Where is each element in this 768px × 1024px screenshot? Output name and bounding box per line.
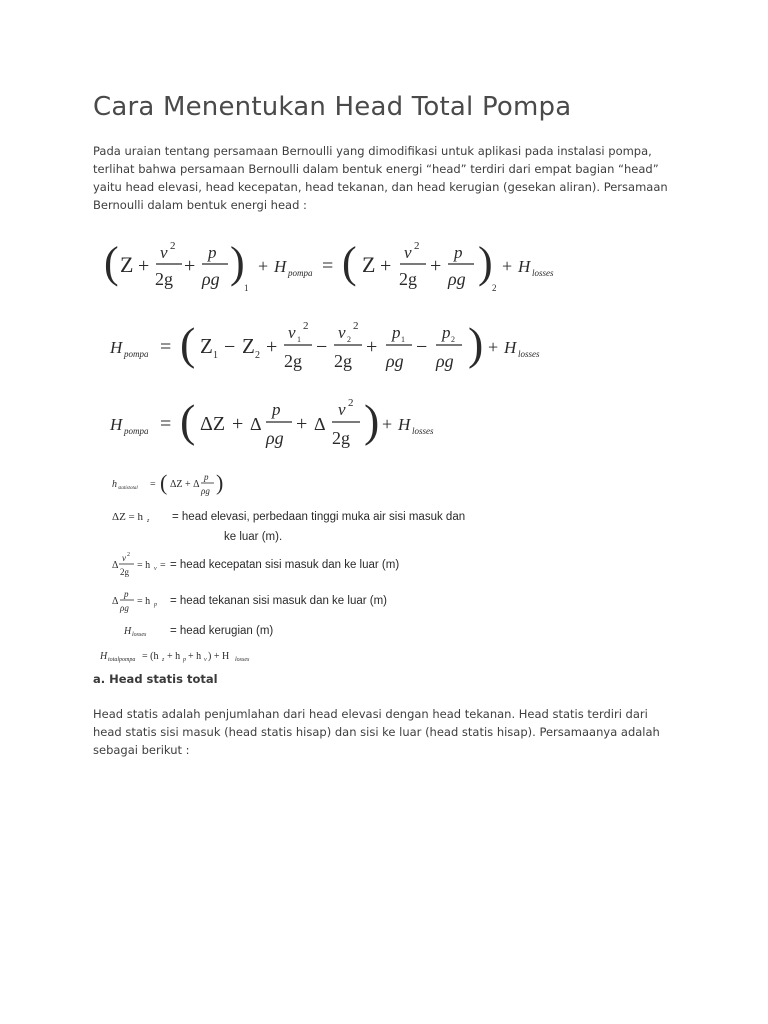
svg-text:+: + — [232, 413, 244, 435]
svg-text:statistotal: statistotal — [118, 486, 138, 491]
svg-text:p: p — [183, 657, 186, 663]
svg-text:H: H — [398, 415, 411, 434]
svg-text:−: − — [224, 336, 236, 358]
svg-text:+ h: + h — [167, 651, 181, 662]
svg-text:totalpompa: totalpompa — [108, 657, 136, 663]
svg-text:ρg: ρg — [436, 351, 454, 371]
svg-text:(: ( — [342, 238, 357, 287]
svg-text:+: + — [366, 336, 378, 358]
definition-tekanan-text: = head tekanan sisi masuk dan ke luar (m) — [170, 595, 388, 607]
svg-text:Δ: Δ — [250, 414, 262, 434]
svg-text:+: + — [488, 337, 499, 357]
svg-text:2g: 2g — [155, 269, 173, 289]
svg-text:+: + — [502, 256, 513, 276]
svg-text:−: − — [416, 336, 428, 358]
svg-text:2g: 2g — [399, 269, 417, 289]
svg-text:ρg: ρg — [202, 269, 220, 289]
svg-text:2: 2 — [348, 397, 354, 409]
svg-text:(: ( — [180, 318, 196, 369]
svg-text:2: 2 — [303, 320, 309, 332]
svg-text:p: p — [442, 323, 451, 342]
svg-text:= h: = h — [137, 596, 151, 607]
svg-text:1: 1 — [297, 335, 301, 344]
svg-text:2: 2 — [414, 240, 420, 252]
svg-text:+: + — [184, 255, 196, 277]
svg-text:1: 1 — [401, 335, 405, 344]
definition-tekanan — [112, 589, 387, 613]
svg-text:z: z — [162, 657, 165, 663]
svg-text:2: 2 — [347, 335, 351, 344]
svg-text:pompa: pompa — [124, 349, 149, 359]
equation-1 — [104, 238, 554, 293]
svg-text:v: v — [338, 323, 346, 342]
svg-text:Δ: Δ — [314, 414, 326, 434]
svg-text:losses: losses — [235, 657, 250, 663]
svg-text:=: = — [322, 255, 334, 277]
equation-2 — [109, 318, 540, 371]
definition-elevasi — [112, 511, 465, 543]
svg-text:): ) — [216, 470, 224, 495]
equation-3 — [109, 395, 434, 448]
definition-kerugian-text: = head kerugian (m) — [170, 625, 274, 637]
svg-text:v: v — [404, 243, 412, 262]
intro-paragraph: Pada uraian tentang persamaan Bernoulli yang dimodifikasi untuk aplikasi pada instalasi pompa, terlihat bahwa persamaan Bernoulli dalam bentuk energi “head” terdiri dari empat bagian “head” yaitu head elevasi, head kecepatan, head tekanan, dan head kerugian (gesekan aliran). Persamaan Bernoulli dalam bentuk energi head : — [93, 144, 668, 212]
definition-kecepatan-text: = head kecepatan sisi masuk dan ke luar (m) — [170, 559, 400, 571]
svg-text:ρg: ρg — [120, 603, 129, 613]
svg-text:+: + — [266, 336, 278, 358]
svg-text:2: 2 — [451, 335, 455, 344]
svg-text:z: z — [147, 518, 150, 524]
svg-text:+: + — [138, 255, 150, 277]
svg-text:ΔZ = h: ΔZ = h — [112, 511, 143, 523]
svg-text:v: v — [338, 400, 346, 419]
bernoulli-equations-figure — [100, 225, 600, 670]
svg-text:p: p — [204, 472, 209, 482]
svg-text:p: p — [208, 243, 217, 262]
svg-text:p: p — [454, 243, 463, 262]
section-a-heading: a. Head statis total — [93, 672, 218, 686]
svg-text:Δ: Δ — [112, 596, 119, 607]
svg-text:=: = — [150, 479, 156, 490]
svg-text:(: ( — [160, 470, 168, 495]
svg-text:Z: Z — [362, 252, 376, 277]
svg-text:=: = — [160, 336, 172, 358]
svg-text:H: H — [100, 651, 108, 662]
svg-text:pompa: pompa — [124, 426, 149, 436]
svg-text:losses: losses — [412, 426, 434, 436]
svg-text:p: p — [124, 589, 129, 599]
svg-text:2: 2 — [170, 240, 176, 252]
svg-text:2: 2 — [353, 320, 359, 332]
svg-text:v: v — [160, 243, 168, 262]
svg-text:+: + — [382, 414, 393, 434]
svg-text:ΔZ: ΔZ — [200, 413, 226, 435]
svg-text:losses: losses — [518, 349, 540, 359]
svg-text:): ) — [468, 318, 484, 369]
svg-text:2g: 2g — [334, 351, 352, 371]
equation-head-total — [100, 651, 250, 663]
svg-text:Z: Z — [242, 334, 255, 358]
svg-text:(: ( — [180, 395, 196, 446]
svg-text:H: H — [110, 338, 123, 357]
svg-text:+: + — [296, 413, 308, 435]
svg-text:H: H — [504, 338, 517, 357]
svg-text:losses: losses — [532, 268, 554, 278]
svg-text:2: 2 — [127, 552, 130, 558]
svg-text:v: v — [204, 657, 207, 663]
svg-text:losses: losses — [132, 632, 147, 638]
svg-text:ρg: ρg — [266, 428, 284, 448]
svg-text:+: + — [258, 256, 269, 276]
svg-text:): ) — [364, 395, 380, 446]
svg-text:v: v — [122, 553, 126, 563]
svg-text:H: H — [274, 257, 287, 276]
svg-text:p: p — [272, 400, 281, 419]
svg-text:+: + — [430, 255, 442, 277]
equation-head-statis — [112, 470, 223, 496]
definition-kerugian — [123, 625, 273, 638]
section-a-paragraph: Head statis adalah penjumlahan dari head elevasi dengan head tekanan. Head statis terdiri dari head statis sisi masuk (head statis hisap) dan sisi ke luar (head statis hisap). Persamaanya adalah sebagai berikut : — [93, 707, 660, 757]
svg-text:=: = — [160, 413, 172, 435]
svg-text:2g: 2g — [120, 567, 129, 577]
svg-text:2: 2 — [255, 350, 260, 361]
svg-text:+: + — [380, 255, 392, 277]
svg-text:v: v — [154, 566, 157, 572]
svg-text:v: v — [288, 323, 296, 342]
svg-text:1: 1 — [213, 350, 218, 361]
svg-text:2g: 2g — [332, 428, 350, 448]
svg-text:2: 2 — [492, 283, 497, 293]
svg-text:p: p — [154, 602, 157, 608]
svg-text:ΔZ + Δ: ΔZ + Δ — [170, 479, 200, 490]
svg-text:−: − — [316, 336, 328, 358]
svg-text:p: p — [392, 323, 401, 342]
svg-text:pompa: pompa — [288, 268, 313, 278]
svg-text:h: h — [112, 479, 117, 490]
definition-elevasi-text: = head elevasi, perbedaan tinggi muka air sisi masuk dan — [172, 511, 466, 523]
svg-text:): ) — [478, 238, 493, 287]
svg-text:ρg: ρg — [201, 486, 210, 496]
svg-text:2g: 2g — [284, 351, 302, 371]
svg-text:=: = — [160, 560, 166, 571]
svg-text:Z: Z — [120, 252, 134, 277]
svg-text:): ) — [230, 238, 245, 287]
svg-text:ρg: ρg — [386, 351, 404, 371]
svg-text:) + H: ) + H — [208, 651, 230, 662]
definition-elevasi-text-2: ke luar (m). — [224, 531, 283, 543]
svg-text:+ h: + h — [188, 651, 202, 662]
svg-text:= h: = h — [137, 560, 151, 571]
svg-text:ρg: ρg — [448, 269, 466, 289]
svg-text:(: ( — [104, 238, 119, 287]
svg-text:1: 1 — [244, 283, 249, 293]
svg-text:Z: Z — [200, 334, 213, 358]
svg-text:= (h: = (h — [142, 651, 159, 662]
svg-text:H: H — [124, 626, 132, 637]
svg-text:H: H — [110, 415, 123, 434]
page-title: Cara Menentukan Head Total Pompa — [93, 92, 572, 122]
svg-text:Δ: Δ — [112, 560, 119, 571]
svg-text:H: H — [518, 257, 531, 276]
definition-kecepatan — [112, 552, 399, 577]
